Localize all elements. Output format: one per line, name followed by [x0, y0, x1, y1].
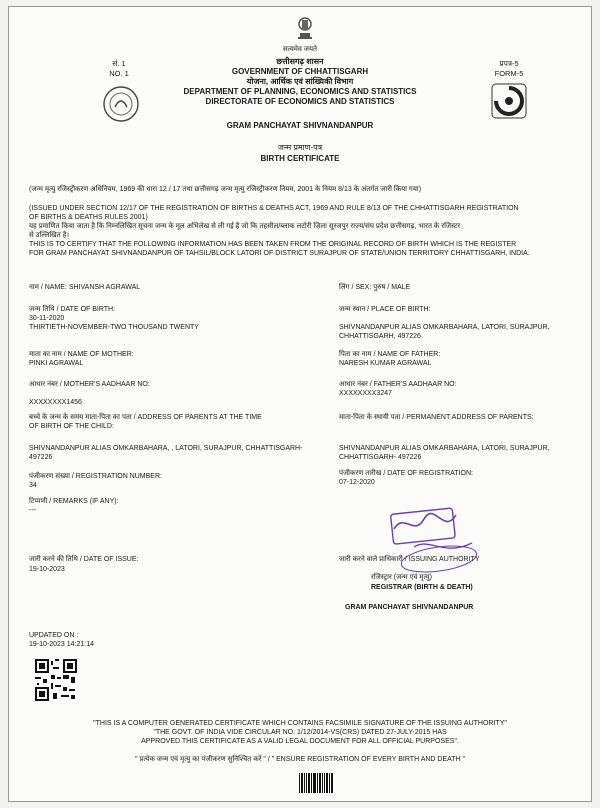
gov-hindi: छत्तीसगढ़ शासन [276, 57, 324, 66]
footer-slogan: " प्रत्येक जन्म एवं मृत्यु का पंजीकरण सुनिश्चित करें " / " ENSURE REGISTRATION OF EVERY BIRTH AND DEATH " [134, 756, 466, 763]
qr-code-icon [35, 659, 77, 701]
registrar-hindi: रजिस्ट्रार (जन्म एवं मृत्यु) [371, 574, 432, 581]
preamble-certify-1: THIS IS TO CERTIFY THAT THE FOLLOWING INFORMATION HAS BEEN TAKEN FROM THE ORIGINAL RECORD OF BIRTH WHICH IS THE REGISTER [29, 241, 517, 248]
mother-aadhaar-value: XXXXXXXX1456 [29, 399, 82, 406]
preamble-issued-1: (ISSUED UNDER SECTION 12/17 OF THE REGISTRATION OF BIRTHS & DEATHS ACT, 1969 AND RULE 8/13 OF THE CHHATTISGARH REGISTRATION [29, 205, 519, 212]
dob-value: 30-11-2020 [29, 315, 65, 322]
cert-title-hindi: जन्म प्रमाण-पत्र [277, 143, 323, 152]
preamble-hindi: (जन्म मृत्यु रजिस्ट्रीकरण अधिनियम, 1969 की धारा 12 / 17 तथा छत्तीसगढ़ जन्म मृत्यु रजिस्ट्रीकरण नियम, 2001 के नियम 8/13 के अंतर्गत जारी किया गया) [29, 186, 422, 193]
mother-aadhaar-label: आधार नंबर / MOTHER'S AADHAAR NO: [29, 381, 150, 388]
remarks-label: टिप्पणी / REMARKS (IF ANY): [29, 498, 119, 505]
sex-field: लिंग / SEX: पुरुष / MALE [339, 284, 411, 291]
father-aadhaar-label: आधार नंबर / FATHER'S AADHAAR NO: [339, 381, 457, 388]
registrar-en: REGISTRAR (BIRTH & DEATH) [371, 584, 473, 591]
dob-label: जन्म तिथि / DATE OF BIRTH: [29, 306, 116, 313]
reg-date-value: 07-12-2020 [339, 479, 375, 486]
footer-note-3: APPROVED THIS CERTIFICATE AS A VALID LEGAL DOCUMENT FOR ALL OFFICIAL PURPOSES". [141, 738, 459, 745]
form-en: FORM-5 [494, 69, 524, 78]
authority-panchayat: GRAM PANCHAYAT SHIVNANDANPUR [345, 604, 474, 611]
directorate: DIRECTORATE OF ECONOMICS AND STATISTICS [205, 97, 395, 106]
preamble-certify-2: FOR GRAM PANCHAYAT SHIVNANDANPUR OF TAHSIL/BLOCK LATORI OF DISTRICT SURAJPUR OF STATE/UNION TERRITORY CHHATTISGARH, INDIA. [29, 250, 530, 257]
dob-words: THIRTIETH-NOVEMBER-TWO THOUSAND TWENTY [29, 324, 199, 331]
addr-time-value-1: SHIVNANDANPUR ALIAS OMKARBAHARA, , LATORI, SURAJPUR, CHHATTISGARH- [29, 445, 303, 452]
issue-date-label: जारी करने की तिथि / DATE OF ISSUE: [29, 556, 139, 563]
dept-hindi: योजना, आर्थिक एवं सांख्यिकी विभाग [246, 77, 354, 86]
addr-perm-value-2: CHHATTISGARH- 497226 [339, 454, 422, 461]
issue-date-value: 19-10-2023 [29, 566, 65, 573]
gov-en: GOVERNMENT OF CHHATTISGARH [231, 67, 369, 76]
reg-date-label: पंजीकरण तारीख / DATE OF REGISTRATION: [339, 470, 473, 477]
remarks-value: --- [29, 507, 36, 514]
reg-no-label: पंजीकरण संख्या / REGISTRATION NUMBER: [29, 473, 162, 480]
footer-note-2: "THE GOVT. OF INDIA VIDE CIRCULAR NO. 1/12/2014-VS(CRS) DATED 27-JULY-2015 HAS [153, 729, 447, 736]
name-field: नाम / NAME: SHIVANSH AGRAWAL [29, 284, 141, 291]
issuing-authority-label: जारी करने वाले प्राधिकारी / ISSUING AUTHORITY [339, 556, 480, 563]
mother-value: PINKI AGRAWAL [29, 360, 84, 367]
national-emblem-icon [294, 15, 316, 45]
mother-label: माता का नाम / NAME OF MOTHER: [29, 351, 134, 358]
reg-no-value: 34 [29, 482, 37, 489]
serial-hindi: सं. 1 [112, 59, 126, 68]
official-stamp-signature [384, 507, 484, 577]
addr-time-label-1: बच्चे के जन्म के समय माता-पिता का पता / ADDRESS OF PARENTS AT THE TIME [29, 414, 262, 421]
pob-value-1: SHIVNANDANPUR ALIAS OMKARBAHARA, LATORI, SURAJPUR, [339, 324, 550, 331]
father-label: पिता का नाम / NAME OF FATHER: [339, 351, 441, 358]
dept-en: DEPARTMENT OF PLANNING, ECONOMICS AND STATISTICS [183, 87, 417, 96]
addr-time-label-2: OF BIRTH OF THE CHILD: [29, 423, 114, 430]
addr-perm-label: माता-पिता के स्थायी पता / PERMANENT ADDRESS OF PARENTS: [339, 414, 534, 421]
cert-title-en: BIRTH CERTIFICATE [260, 154, 340, 163]
form-hindi: प्रपत्र-5 [499, 59, 519, 68]
addr-time-value-2: 497226 [29, 454, 53, 461]
pob-value-2: CHHATTISGARH, 497226 [339, 333, 421, 340]
serial-en: NO. 1 [109, 69, 129, 78]
preamble-issued-2: OF BIRTHS & DEATHS RULES 2001) [29, 214, 148, 221]
father-value: NARESH KUMAR AGRAWAL [339, 360, 432, 367]
father-aadhaar-value: XXXXXXXX3247 [339, 390, 392, 397]
pob-label: जन्म स्थान / PLACE OF BIRTH: [339, 306, 431, 313]
addr-perm-value-1: SHIVNANDANPUR ALIAS OMKARBAHARA, LATORI, SURAJPUR, [339, 445, 550, 452]
footer-note-1: "THIS IS A COMPUTER GENERATED CERTIFICATE WHICH CONTAINS FACSIMILE SIGNATURE OF THE ISSUING AUTHORITY" [93, 720, 507, 727]
panchayat-title: GRAM PANCHAYAT SHIVNANDANPUR [226, 121, 374, 130]
barcode-icon [299, 773, 333, 793]
birth-certificate-page [8, 6, 592, 802]
preamble-hindi-cert-2: से उल्लिखित है। [29, 232, 70, 239]
updated-value: 19-10-2023 14:21:14 [29, 641, 94, 648]
updated-label: UPDATED ON : [29, 632, 79, 639]
preamble-hindi-cert-1: यह प्रमाणित किया जाता है कि निम्नलिखित सूचना जन्म के मूल अभिलेख से ली गई है जो कि तहसील/ब्लाक लटोरी जिला सूरजपुर राज्य/संघ प्रदेश छत्तीसगढ़, भारत के रजिस्टर [29, 223, 461, 230]
emblem-caption: सत्यमेव जयते [282, 46, 318, 53]
